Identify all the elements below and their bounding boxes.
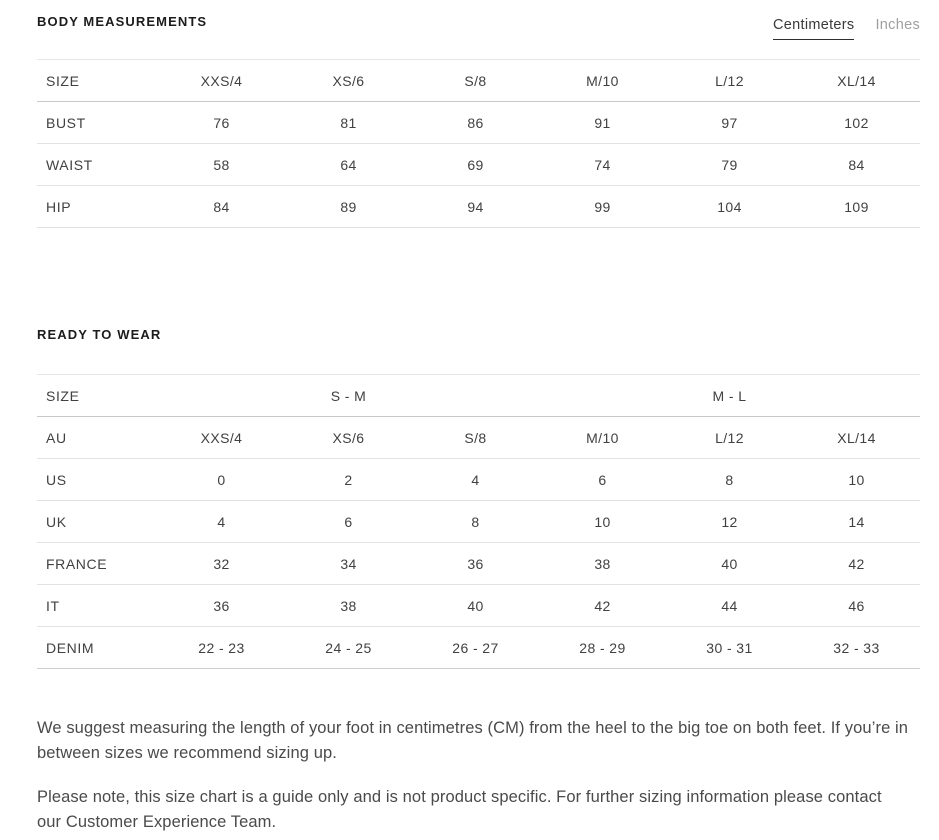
column-header: S/8 [464,72,487,89]
unit-option-centimeters[interactable]: Centimeters [773,17,854,40]
table-cell: 34 [340,555,357,572]
disclaimer-note: Please note, this size chart is a guide only and is not product specific. For further sizing information please contact our Customer Experience Team. [37,788,882,831]
table-cell: 58 [213,156,230,173]
table-cell: 38 [340,597,357,614]
table-cell: L/12 [715,429,744,446]
table-header-row [37,60,920,102]
ready-to-wear-title: READY TO WEAR [37,327,162,342]
row-label: BUST [46,114,86,131]
table-cell: 14 [848,513,865,530]
table-group-row [37,375,920,417]
row-label: SIZE [46,387,80,404]
table-cell: 32 [213,555,230,572]
table-cell: 36 [213,597,230,614]
table-cell: 102 [844,114,869,131]
table-row-bust [37,102,920,144]
table-row-it [37,585,920,627]
ready-to-wear-table [37,374,920,669]
column-header: XS/6 [332,72,365,89]
table-cell: 69 [467,156,484,173]
table-cell: 64 [340,156,357,173]
table-row-france [37,543,920,585]
table-cell: 84 [848,156,865,173]
table-cell: 42 [848,555,865,572]
table-cell: 99 [594,198,611,215]
row-label: FRANCE [46,555,108,572]
column-header: L/12 [715,72,744,89]
table-cell: XXS/4 [200,429,243,446]
table-cell: 28 - 29 [579,639,626,656]
row-label: DENIM [46,639,95,656]
table-cell: 24 - 25 [325,639,372,656]
table-cell: 79 [721,156,738,173]
table-cell: 2 [344,471,353,488]
row-label: US [46,471,67,488]
table-cell: 109 [844,198,869,215]
table-cell: 74 [594,156,611,173]
table-cell: XL/14 [837,429,876,446]
row-label: UK [46,513,67,530]
table-cell: 10 [594,513,611,530]
column-header: M/10 [586,72,619,89]
row-label: IT [46,597,60,614]
table-cell: 94 [467,198,484,215]
table-cell: 8 [725,471,734,488]
top-bar [37,12,920,40]
table-cell: 40 [721,555,738,572]
table-row-au [37,417,920,459]
size-group: S - M [330,387,367,404]
row-label: HIP [46,198,72,215]
body-measurements-table [37,59,920,228]
table-cell: 32 - 33 [833,639,880,656]
row-label: AU [46,429,67,446]
column-header: XL/14 [837,72,876,89]
table-cell: 30 - 31 [706,639,753,656]
table-cell: 36 [467,555,484,572]
table-cell: 81 [340,114,357,131]
table-cell: 44 [721,597,738,614]
table-cell: M/10 [586,429,619,446]
table-cell: 86 [467,114,484,131]
size-group: M - L [712,387,747,404]
table-cell: 89 [340,198,357,215]
table-cell: 0 [217,471,226,488]
measuring-note: We suggest measuring the length of your foot in centimetres (CM) from the heel to the big toe on both feet. If you’re in between sizes we recommend sizing up. [37,719,909,762]
table-cell: 8 [471,513,480,530]
table-row-uk [37,501,920,543]
table-cell: 97 [721,114,738,131]
column-header: SIZE [46,72,80,89]
body-measurements-title: BODY MEASUREMENTS [37,14,208,29]
table-cell: 40 [467,597,484,614]
table-row-us [37,459,920,501]
table-cell: 6 [598,471,607,488]
table-cell: XS/6 [332,429,365,446]
table-cell: 42 [594,597,611,614]
table-cell: 84 [213,198,230,215]
row-label: WAIST [46,156,93,173]
table-cell: 104 [717,198,742,215]
table-cell: S/8 [464,429,487,446]
table-cell: 4 [471,471,480,488]
table-cell: 4 [217,513,226,530]
table-cell: 38 [594,555,611,572]
unit-toggle [773,12,920,40]
table-cell: 46 [848,597,865,614]
column-header: XXS/4 [200,72,243,89]
table-row-denim [37,627,920,669]
table-cell: 91 [594,114,611,131]
table-row-waist [37,144,920,186]
unit-option-inches[interactable]: Inches [875,17,920,33]
table-cell: 6 [344,513,353,530]
table-cell: 12 [721,513,738,530]
table-cell: 76 [213,114,230,131]
table-row-hip [37,186,920,228]
table-cell: 22 - 23 [198,639,245,656]
table-cell: 26 - 27 [452,639,499,656]
table-cell: 10 [848,471,865,488]
